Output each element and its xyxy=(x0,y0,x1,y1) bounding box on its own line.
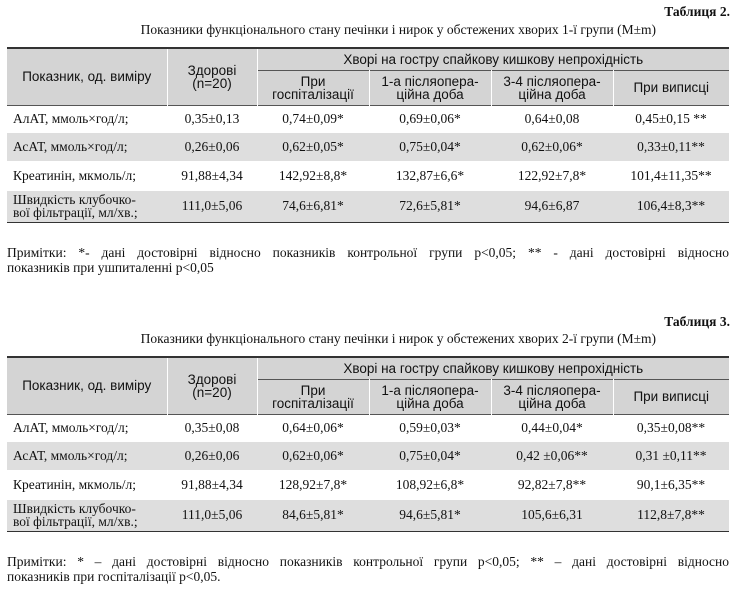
table-row xyxy=(7,133,729,161)
cell-day1: 0,75±0,04* xyxy=(369,133,491,161)
cell-day34: 0,62±0,06* xyxy=(491,133,613,161)
table-3-caption: Показники функціонального стану печінки і нирок у обстежених хворих 2-ї групи (M±m) xyxy=(140,331,656,346)
table-row xyxy=(7,500,729,531)
header-discharge: При виписці xyxy=(613,379,729,414)
cell-day1: 72,6±5,81* xyxy=(369,191,491,222)
row-label: Креатинін, мкмоль/л; xyxy=(7,161,167,191)
table-row xyxy=(7,161,729,191)
cell-healthy: 111,0±5,06 xyxy=(167,191,257,222)
cell-discharge: 112,8±7,8** xyxy=(613,500,729,531)
table-2-label: Таблиця 2. xyxy=(664,4,730,19)
cell-discharge: 101,4±11,35** xyxy=(613,161,729,191)
table-3 xyxy=(7,356,729,532)
cell-healthy: 91,88±4,34 xyxy=(167,161,257,191)
table-3-notes: Примітки: * – дані достовірні відносно показників контрольної групи p<0,05; ** – дані достовірні відносно показників при госпіталізації p<0,05. xyxy=(7,554,729,584)
cell-healthy: 91,88±4,34 xyxy=(167,470,257,500)
cell-healthy: 0,35±0,13 xyxy=(167,105,257,133)
cell-discharge: 90,1±6,35** xyxy=(613,470,729,500)
header-hospitalization: При госпіталізації xyxy=(257,70,369,105)
table-3-label: Таблиця 3. xyxy=(664,314,730,329)
header-hospitalization: При госпіталізації xyxy=(257,379,369,414)
header-indicator: Показник, од. виміру xyxy=(7,48,167,105)
cell-discharge: 0,31 ±0,11** xyxy=(613,442,729,470)
table-row xyxy=(7,442,729,470)
cell-healthy: 111,0±5,06 xyxy=(167,500,257,531)
header-day34: 3-4 післяопера- ційна доба xyxy=(491,70,613,105)
cell-healthy: 0,35±0,08 xyxy=(167,414,257,442)
cell-hosp: 0,64±0,06* xyxy=(257,414,369,442)
cell-day1: 94,6±5,81* xyxy=(369,500,491,531)
cell-day34: 105,6±6,31 xyxy=(491,500,613,531)
header-sick: Хворі на гостру спайкову кишкову непрохідність xyxy=(257,48,729,70)
row-label: АсАТ, ммоль×год/л; xyxy=(7,133,167,161)
header-healthy: Здорові (n=20) xyxy=(167,357,257,414)
cell-day1: 0,75±0,04* xyxy=(369,442,491,470)
cell-healthy: 0,26±0,06 xyxy=(167,442,257,470)
cell-day1: 108,92±6,8* xyxy=(369,470,491,500)
cell-day34: 0,42 ±0,06** xyxy=(491,442,613,470)
table-2 xyxy=(7,47,729,223)
cell-hosp: 142,92±8,8* xyxy=(257,161,369,191)
cell-day34: 94,6±6,87 xyxy=(491,191,613,222)
cell-discharge: 0,35±0,08** xyxy=(613,414,729,442)
cell-day1: 0,69±0,06* xyxy=(369,105,491,133)
cell-day34: 92,82±7,8** xyxy=(491,470,613,500)
cell-day1: 0,59±0,03* xyxy=(369,414,491,442)
cell-hosp: 0,74±0,09* xyxy=(257,105,369,133)
cell-hosp: 0,62±0,05* xyxy=(257,133,369,161)
header-healthy: Здорові (n=20) xyxy=(167,48,257,105)
cell-day1: 132,87±6,6* xyxy=(369,161,491,191)
row-label: АсАТ, ммоль×год/л; xyxy=(7,442,167,470)
cell-discharge: 0,33±0,11** xyxy=(613,133,729,161)
cell-day34: 0,44±0,04* xyxy=(491,414,613,442)
header-day1: 1-а післяопера- ційна доба xyxy=(369,70,491,105)
cell-hosp: 74,6±6,81* xyxy=(257,191,369,222)
row-label: Креатинін, мкмоль/л; xyxy=(7,470,167,500)
row-label: Швидкість клубочко- вої фільтрації, мл/хв.; xyxy=(7,500,167,531)
table-row xyxy=(7,191,729,222)
cell-hosp: 84,6±5,81* xyxy=(257,500,369,531)
header-sick: Хворі на гостру спайкову кишкову непрохідність xyxy=(257,357,729,379)
header-day34: 3-4 післяопера- ційна доба xyxy=(491,379,613,414)
header-discharge: При виписці xyxy=(613,70,729,105)
row-label: АлАТ, ммоль×год/л; xyxy=(7,105,167,133)
row-label: Швидкість клубочко- вої фільтрації, мл/хв.; xyxy=(7,191,167,222)
cell-day34: 0,64±0,08 xyxy=(491,105,613,133)
table-row xyxy=(7,414,729,442)
cell-day34: 122,92±7,8* xyxy=(491,161,613,191)
cell-healthy: 0,26±0,06 xyxy=(167,133,257,161)
cell-discharge: 0,45±0,15 ** xyxy=(613,105,729,133)
table-row xyxy=(7,105,729,133)
cell-hosp: 0,62±0,06* xyxy=(257,442,369,470)
row-label: АлАТ, ммоль×год/л; xyxy=(7,414,167,442)
header-day1: 1-а післяопера- ційна доба xyxy=(369,379,491,414)
header-indicator: Показник, од. виміру xyxy=(7,357,167,414)
table-2-notes: Примітки: *- дані достовірні відносно показників контрольної групи p<0,05; ** - дані достовірні відносно показників при ушпиталенні p<0,05 xyxy=(7,245,729,275)
table-2-caption: Показники функціонального стану печінки і нирок у обстежених хворих 1-ї групи (M±m) xyxy=(140,22,656,37)
table-row xyxy=(7,470,729,500)
cell-discharge: 106,4±8,3** xyxy=(613,191,729,222)
cell-hosp: 128,92±7,8* xyxy=(257,470,369,500)
